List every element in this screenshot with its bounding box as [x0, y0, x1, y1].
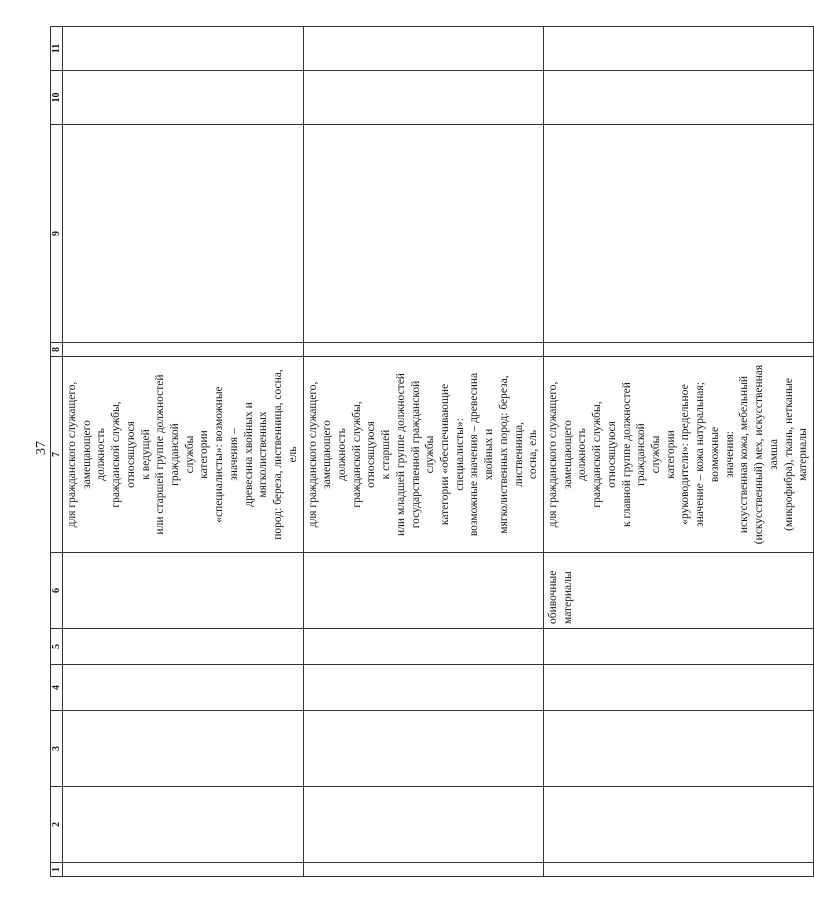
- description-line: должность: [95, 428, 108, 481]
- description-line: (искусственный) мех, искусственная замша: [753, 364, 780, 545]
- description-line: для гражданского служащего, замещающего: [547, 381, 574, 528]
- requirements-table: [50, 26, 814, 877]
- cell-col9: [303, 125, 544, 343]
- cell-col8: [63, 343, 304, 357]
- cell-col10: [544, 71, 814, 125]
- cell-col6: [63, 553, 304, 629]
- cell-col11: [63, 27, 304, 71]
- description-line: к ведущей: [139, 429, 152, 480]
- description-line: к старшей: [380, 429, 393, 480]
- description-line: должность: [335, 428, 348, 481]
- cell-col7-description: [303, 357, 544, 553]
- description-line: службы: [183, 435, 196, 474]
- column-header-6: 6: [51, 553, 63, 629]
- description-line: гражданской службы,: [350, 401, 363, 508]
- cell-col10: [63, 71, 304, 125]
- description-line: «специалисты»: возможные: [213, 386, 226, 523]
- cell-col4: [544, 665, 814, 711]
- cell-col2: [303, 787, 544, 863]
- column-number-row: [51, 27, 63, 877]
- description-line: относящуюся: [365, 421, 378, 488]
- description-line: для гражданского служащего, замещающего: [306, 381, 334, 528]
- description-line: категории «обеспечивающие специалисты»:: [438, 383, 466, 526]
- cell-col4: [303, 665, 544, 711]
- description-line: к главной группе должностей гражданской: [620, 382, 648, 527]
- cell-col3: [63, 711, 304, 787]
- description-line: «руководители»: предельное: [679, 384, 692, 525]
- description-line: относящуюся: [124, 421, 137, 488]
- description-line: сосна, ель: [527, 429, 540, 480]
- cell-col9: [544, 125, 814, 343]
- cell-col10: [303, 71, 544, 125]
- column-header-8: 8: [51, 343, 63, 357]
- cell-col11: [544, 27, 814, 71]
- cell-col5: [303, 629, 544, 665]
- cell-col2: [544, 787, 814, 863]
- description-line: мягколиственных пород: береза, лиственница,: [497, 375, 525, 534]
- cell-col2: [63, 787, 304, 863]
- cell-col8: [544, 343, 814, 357]
- description-line: материалы: [797, 428, 810, 481]
- description-line: пород: береза, лиственница, сосна, ель: [272, 369, 299, 540]
- cell-col9: [63, 125, 304, 343]
- column-header-4: 4: [51, 665, 63, 711]
- cell-col3: [303, 711, 544, 787]
- column-header-2: 2: [51, 787, 63, 863]
- description-line: относящуюся: [605, 421, 618, 488]
- description-line: древесина хвойных и мягколиственных: [242, 402, 270, 507]
- cell-col7-description: [63, 357, 304, 553]
- description-line: должность: [576, 428, 589, 481]
- table-row: [303, 27, 544, 877]
- column-header-7: 7: [51, 357, 63, 553]
- description-line: для гражданского служащего, замещающего: [66, 381, 93, 528]
- cell-col1: [63, 863, 304, 877]
- cell-col7-description: [544, 357, 814, 553]
- cell-col4: [63, 665, 304, 711]
- page-number: 37: [34, 441, 49, 455]
- column-header-11: 11: [51, 27, 63, 71]
- description-line: значение – кожа натуральная; возможные: [694, 382, 721, 527]
- description-line: искусственная кожа, мебельный: [738, 375, 751, 534]
- cell-col6: [303, 553, 544, 629]
- column-header-9: 9: [51, 125, 63, 343]
- table-row: [544, 27, 814, 877]
- cell-col5: [544, 629, 814, 665]
- description-line: значения –: [227, 428, 240, 481]
- cell-col8: [303, 343, 544, 357]
- description-line: или младшей группе должностей: [394, 373, 407, 536]
- cell-col1: [303, 863, 544, 877]
- column-header-10: 10: [51, 71, 63, 125]
- column-header-1: 1: [51, 863, 63, 877]
- description-line: гражданской службы,: [591, 401, 604, 508]
- cell-col6: обивочные материалы: [544, 553, 814, 629]
- cell-col5: [63, 629, 304, 665]
- description-line: службы: [650, 435, 663, 474]
- column-header-3: 3: [51, 711, 63, 787]
- description-line: государственной гражданской службы: [409, 380, 437, 529]
- cell-col3: [544, 711, 814, 787]
- rotated-table-page: [50, 27, 810, 877]
- cell-col11: [303, 27, 544, 71]
- description-line: (микрофибра), ткань, нетканые: [782, 378, 795, 531]
- description-line: или старшей группе должностей гражданской: [154, 374, 182, 535]
- description-line: категории: [664, 430, 677, 479]
- description-line: категории: [198, 430, 211, 479]
- description-line: гражданской службы,: [110, 401, 123, 508]
- column-header-5: 5: [51, 629, 63, 665]
- description-line: значения:: [723, 430, 736, 479]
- cell-col1: [544, 863, 814, 877]
- table-row: [63, 27, 304, 877]
- description-line: возможные значения – древесина хвойных и: [468, 372, 496, 537]
